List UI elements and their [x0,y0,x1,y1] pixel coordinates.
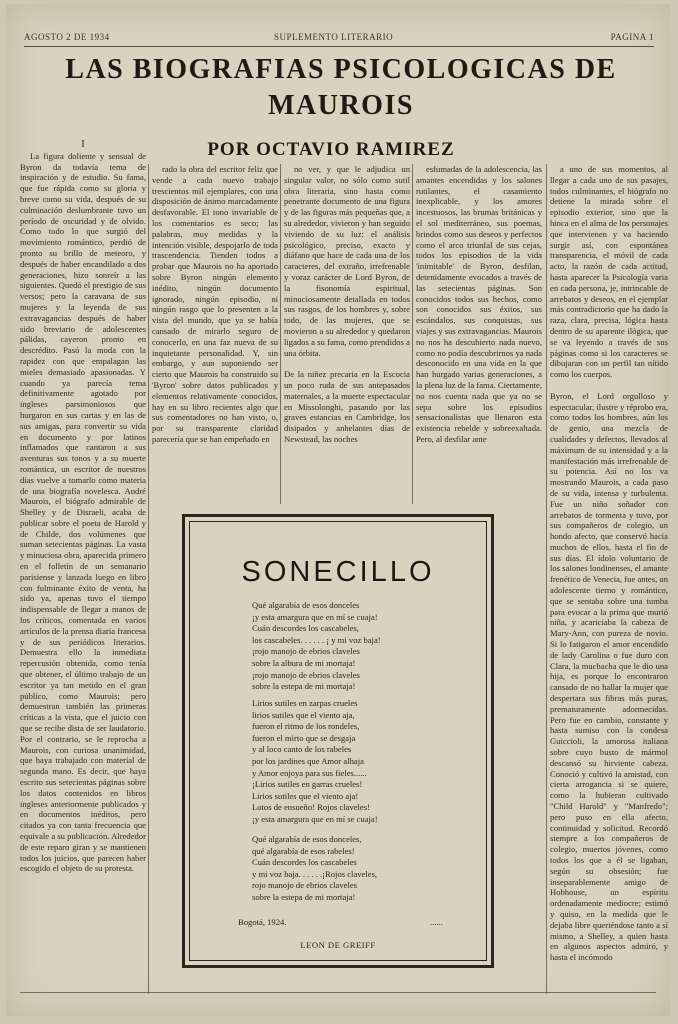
poem-line: ¡Lirios sutiles en garras crueles! [252,779,363,790]
column-4-text: esfumadas de la adolescencia, las amantes encendidas y los salones rutilantes, el casamiento inexplicable, y los amores incestuosos, las brumas británicas y el sol mediterráneo, sus poemas, brindos como sus deseos y perfectos como el arco triunfal de sus cejas, todos los episodios de la vida 'inimitable' de Byron, desfilan, detenidamente evocados a través de las setecientas páginas. Son conocidos todos sus hechos, como son conocidos sus éxitos, sus escándalos, sus conquistas, sus viajes y sus extravagancias. Maurois no nos ha descubierto nada nuevo, como no podía descubrirnos ya nada desconocido en una vida en la que han hurgado varias generaciones, a la plena luz de la fama. Ciertamente, no nos cuenta nada que ya no se sepa sobre los episodios sensacionalistas que llenaron esta existencia rebelde y sobreexaltada. Pero, al desfilar ante [416,164,542,444]
poem-line: ¡y esta amargura que en mí se cuaja! [252,611,378,622]
poem-line: ¡y esta amargura que en mí se cuaja! [252,813,378,824]
article-column-2 [152,164,278,509]
poem-line: y mi voz baja. . . . . .¡Rojos claveles, [252,868,378,879]
poem-stanza-2 [252,698,482,826]
poem-box [182,514,494,968]
article-column-5 [550,164,668,1000]
section-number: I [81,140,85,150]
poem-line: los cascabeles. . . . . . ¡ y mi voz baja! [252,634,381,645]
article-column-3 [284,164,410,509]
poem-line: qué algarabía de esos rabeles! [252,845,355,856]
column-5-text: a uno de sus momentos, al llegar a cada uno de sus pasajes, todos culminantes, el biógrafo no detiene la mirada sobre el episodio exterior, sino que la hinca en el alma de los personajes que intervienen y va haciendo surgir así, con espontánea transparencia, el móvil de cada acto, la razón de cada actitud, hasta aparecer la Psicología varia en cada persona, je, intrincable de arrebatos y deseos, en el ejemplar más contradictorio que ha dado la raza, clara, precisa, lógica hasta dentro de su aparente ilógica, que se va leyendo a través de sus páginas como si los caracteres se dibujaran con un perfil tan nítido como los cuerpos. Byron, el Lord orgulloso y espectacular, ilustre y réprobo era, como todos los hombres, aún los de genio, una mezcla de cualidades y defectos, llevados al máximum de su intensidad y a la manifestación más irrefrenable de su potencia. Así no los va mostrando Maurois, a cada paso de su vida, intensa y turbulenta. Fue un niño soñador con arrebatos de tormenta y tuvo, por sus compañeros de colegio, un hondo afecto, que conservó hacia muchos de ellos, hasta el fin de sus días. El ídolo voluntario de los salones londinenses, el amante frenético de Venecia, fue antes, un adolescente tierno y romántico, que se sentaba sobre una tumba para evocar a la prima que murió niña, y acariciaba la cabeza de Mary-Ann, con pureza de novio. Si lo fatigaron el amor encendido de lady Carolina o fue duro con Clara, la muchacha que le dio una hija, es porque lo encontraron cansado de no hallar la mujer que despertara sus fibras más puras, prematuramente adormecidas. Pero fue en cambio, constante y hasta sumiso con la condesa Guiccioli, la amorosa italiana sobre cuyo busto de mármol descansó su hirviente cabeza. Conoció y cultivó la amistad, con cierta arrogancia si se quiere, como la hubieran cultivado "Child Harold" y "Manfredo"; pero puso en ella afecto, continuidad y solicitud. Recordó siempre a los compañeros de colegio, muertos jóvenes, como todos los que a él se ligaban, según su obsesión; fue inseparablemente amigo de Hobhouse, un espíritu ordenadamente mediocre; estimó y quiso, en la medida que le dejaba libre queriéndose tanto a sí mismo, a Shelley, a quien hasta en algunos aspectos admiró, y hasta el incómodo [550,164,668,963]
poem-line: sobre la albura de mi mortaja! [252,657,356,668]
column-divider [280,164,281,504]
poem-place-date: Bogotá, 1924. [238,917,287,927]
poem-stanza-1 [252,600,482,693]
article-column-4 [416,164,542,509]
poem-line: Lirios sutiles que el viento aja! [252,790,359,801]
poem-line: sobre la estepa de mi mortaja! [252,681,356,692]
article-column-1 [20,140,146,1000]
poem-line: ¡rojo manojo de ebrios claveles [252,669,360,680]
bottom-rule [20,992,656,993]
poem-line: y al loco canto de los rabeles [252,744,352,755]
column-divider [148,164,149,994]
poem-line: Qué algarabía de esos donceles, [252,834,362,844]
poem-line: ¡rojo manojo de ebrios claveles [252,646,360,657]
poem-line: Cuán descordes los cascabeles [252,857,357,868]
poem-line: rojo manojo de ebrios claveles [252,880,358,891]
poem-line: lirios sutiles que el viento aja, [252,709,355,720]
column-1-text: La figura doliente y sensual de Byron da todavía tema de inspiración y de estudio. Su fama, que fue rápida como su gloria y breve como su vida, después de su culminación deslumbrante tuvo un período de oscuridad y de olvido. Como todo lo que surgió del movimiento romántico, perdió de pronto su brillo de meteoro, y después de haber encandilado a dos generaciones, hizo sonreír a las siguientes. Quedó el prestigio de sus versos; pero la caravana de sus mujeres y la leyenda de sus extravagancias después de haber sido breviario de adolescentes pálidas, cayeron pronto en descrédito. Pasó la moda con la rapidez con que empalagan las mieles demasiado apasionadas. Y cuando ya parecía tema definitivamente agotado por ingleses parsimoniosos que hurgaron en sus cartas y en las de sus amigas, para convertir su vida en documento y por latinos inflamados que cantaron a sus aventuras sus tonos y a su muerte romántica, un escritor de nuestros días vuelve a tomarlo como materia de una biografía novelesca. André Maurois, el biógrafo admirable de Shelley y de Disraeli, acaba de publicar sobre el poeta de Harold y de Childe, dos volúmenes que suman setecientas páginas. La vasta y minuciosa obra, aparecida primero en el folletín de un semanario parisiense y lanzada luego en libro con fulminante éxito de venta, ha sido ya, apenas tuvo el tiempo indispensable de llegar a manos de los críticos, comentada en varios artículos de la prensa diaria francesa y de sus periódicos literarios. Demuestra ello la inmediata repercusión obtenida, como tenía que obtener, el último trabajo de un escritor ya tan metido en el gran público, como Maurois; pero demuestran también las primeras críticas a la vista, que el juicio con que se recibe dista de ser laudatorio. Por el contrario, se le reprocha a Maurois, con curiosa unanimidad, que haya trabajado con material de segunda mano. Es decir, que haya escrito sus setecientas páginas sobre los datos contenidos en libros ingleses anteriormente publicados y en documentos inéditos, pero citados ya con tanta frecuencia que equivale a su publicación. Alrededor de este reparo giran y se mantienen todos los juicios, que parecen haber escogido el objeto de su protesta. [20,150,146,874]
column-2-text: rado la obra del escritor feliz que vende a cada nuevo trabajo trescientos mil ejemplares, con una disposición de ánimo marcadamente desfavorable. El tono invariable de los comentarios es seco; las palabras, muy medidas y la intención visible, despojarlo de toda trascendencia. Tienden todos a probar que Maurois no ha aportado sobre Byron ningún elemento inédito, ningún documento ignorado, ningún episodio, ni ningún rasgo que lo presenten a la vista del mundo, que ya se había cansado de mirarlo seguro de conocerlo, en una faz nueva de su inquietante personalidad. Y, sin embargo, y aun suponiendo ser cierto que Maurois ha construido su 'Byron' sobre datos publicados y elementos relativamente conocidos, hay en su libro recientes algo que sus comentadores no han visto, o, por su transparente claridad parecería que se han empeñado en [152,164,278,444]
poem-line: Qué algarabía de esos donceles [252,600,360,610]
poem-title: SONECILLO [241,556,435,588]
header-page-number: PAGINA 1 [610,32,654,42]
poem-box-inner-border [189,521,487,961]
page-header [24,32,654,47]
poem-line: Lotos de ensueño! Rojos claveles! [252,802,370,813]
poem-line: y Amor enjoya para sus fieles...... [252,767,367,778]
newspaper-page [6,4,670,1016]
poem-line: Cuán descordes los cascabeles, [252,623,359,634]
poem-line: fueron el mirto que se desgaja [252,732,356,743]
poem-author: LEON DE GREIFF [300,940,376,950]
article-title-line1: LAS BIOGRAFIAS PSICOLOGICAS DE [65,54,617,85]
poem-line: sobre la estepa de mi mortaja! [252,891,356,902]
poem-line: Lirios sutiles en zarpas crueles [252,698,358,708]
header-section: SUPLEMENTO LITERARIO [274,32,394,42]
poem-stanza-3 [252,834,482,904]
header-date: AGOSTO 2 DE 1934 [24,32,110,42]
poem-line: fueron el ritmo de los rondeles, [252,721,360,732]
poem-line: por los jardines que Amor alhaja [252,755,364,766]
poem-dots: ...... [430,917,443,927]
column-divider [546,164,547,994]
column-3-text: no ver, y que le adjudica un singular valor, no sólo como sutil obra literaria, sino hasta como penetrante documento de una figura y de las figuras más pequeñas que, a su alrededor, vivieron y han seguido viviendo de su luz: el análisis psicológico, preciso, exacto y diáfano que hace de cada una de los caracteres, del extraño, irrefrenable y voraz carácter de Lord Byron, de la fisonomía espiritual, minuciosamente detallada en todos sus rasgos, de los hombres y, sobre todo, de las mujeres, que se movieron a su alrededor y quedaron ligados a su fama, como prendidos a una órbita. De la niñez precaria en la Escocia un poco ruda de sus antepasados maternales, a la muerte espectacular en Missolonghi, pasando por las graves estancias en Cambridge, los disipados y anhelantes días de Newstead, las noches [284,164,410,444]
article-byline: POR OCTAVIO RAMIREZ [207,139,455,160]
article-title-line2: MAUROIS [268,90,414,121]
column-divider [412,164,413,504]
